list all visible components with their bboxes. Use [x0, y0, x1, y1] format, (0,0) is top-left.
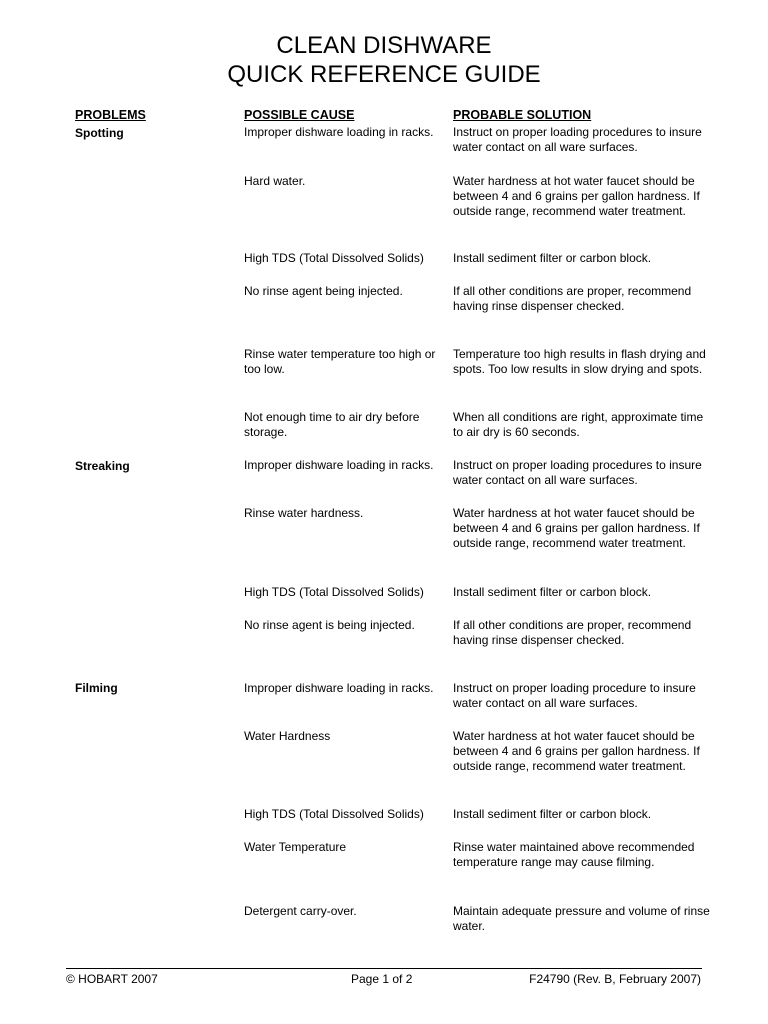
- solution-cell: Water hardness at hot water faucet should be between 4 and 6 grains per gallon hardness. If outside range, recommend water treatment.: [453, 506, 700, 551]
- solution-cell: When all conditions are right, approximate time to air dry is 60 seconds.: [453, 410, 704, 440]
- problem-filming: Filming: [75, 681, 118, 695]
- cause-cell: No rinse agent being injected.: [244, 284, 403, 298]
- solution-cell: Water hardness at hot water faucet should be between 4 and 6 grains per gallon hardness. If outside range, recommend water treatment.: [453, 174, 700, 219]
- cause-cell: No rinse agent is being injected.: [244, 618, 415, 632]
- column-header-probable-solution: PROBABLE SOLUTION: [453, 108, 592, 122]
- footer-page-number: Page 1 of 2: [351, 972, 413, 986]
- solution-cell: Maintain adequate pressure and volume of rinse water.: [453, 904, 710, 934]
- solution-cell: Water hardness at hot water faucet should be between 4 and 6 grains per gallon hardness. If outside range, recommend water treatment.: [453, 729, 700, 774]
- solution-cell: Install sediment filter or carbon block.: [453, 585, 652, 599]
- cause-cell: High TDS (Total Dissolved Solids): [244, 585, 424, 599]
- cause-cell: Improper dishware loading in racks.: [244, 681, 434, 695]
- problem-streaking: Streaking: [75, 459, 130, 473]
- document-title-line1: CLEAN DISHWARE: [276, 32, 492, 59]
- solution-cell: Temperature too high results in flash drying and spots. Too low results in slow drying and spots.: [453, 347, 706, 377]
- footer-divider: [66, 968, 702, 969]
- cause-cell: Improper dishware loading in racks.: [244, 125, 434, 139]
- cause-cell: High TDS (Total Dissolved Solids): [244, 807, 424, 821]
- solution-cell: Rinse water maintained above recommended temperature range may cause filming.: [453, 840, 695, 870]
- solution-cell: If all other conditions are proper, recommend having rinse dispenser checked.: [453, 284, 692, 314]
- document-title-line2: QUICK REFERENCE GUIDE: [227, 61, 541, 88]
- cause-cell: Water Hardness: [244, 729, 331, 743]
- solution-cell: Instruct on proper loading procedure to insure water contact on all ware surfaces.: [453, 681, 696, 711]
- cause-cell: Improper dishware loading in racks.: [244, 458, 434, 472]
- solution-cell: Install sediment filter or carbon block.: [453, 251, 652, 265]
- cause-cell: Detergent carry-over.: [244, 904, 357, 918]
- solution-cell: If all other conditions are proper, recommend having rinse dispenser checked.: [453, 618, 692, 648]
- cause-cell: Hard water.: [244, 174, 306, 188]
- cause-cell: Rinse water hardness.: [244, 506, 364, 520]
- solution-cell: Instruct on proper loading procedures to insure water contact on all ware surfaces.: [453, 458, 702, 488]
- cause-cell: Water Temperature: [244, 840, 347, 854]
- problem-spotting: Spotting: [75, 126, 124, 140]
- solution-cell: Install sediment filter or carbon block.: [453, 807, 652, 821]
- footer-copyright: © HOBART 2007: [66, 972, 158, 986]
- footer-document-id: F24790 (Rev. B, February 2007): [529, 972, 701, 986]
- cause-cell: Not enough time to air dry before storage.: [244, 410, 420, 440]
- cause-cell: Rinse water temperature too high or too low.: [244, 347, 436, 377]
- solution-cell: Instruct on proper loading procedures to insure water contact on all ware surfaces.: [453, 125, 702, 155]
- column-header-possible-cause: POSSIBLE CAUSE: [244, 108, 355, 122]
- column-header-problems: PROBLEMS: [75, 108, 146, 122]
- cause-cell: High TDS (Total Dissolved Solids): [244, 251, 424, 265]
